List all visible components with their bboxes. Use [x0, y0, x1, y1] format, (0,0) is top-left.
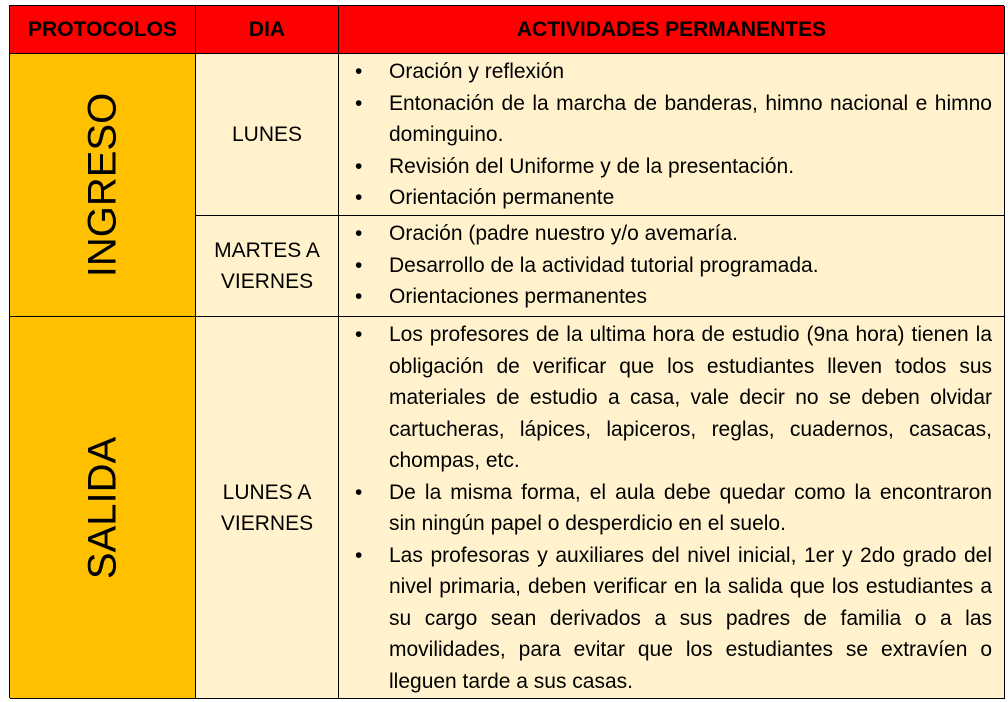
list-item: • Oración y reflexión — [349, 56, 992, 88]
bullet-icon: • — [355, 186, 363, 209]
protocol-salida-label: SALIDA — [80, 436, 124, 579]
bullet-icon: • — [355, 253, 363, 277]
list-item: • Orientación permanente — [349, 182, 992, 214]
bullet-icon: • — [355, 60, 363, 83]
protocols-table — [9, 5, 1004, 698]
header-dia: DIA — [196, 6, 339, 54]
list-item: • Entonación de la marcha de banderas, himno nacional e himno dominguino. — [349, 88, 992, 151]
day-lunes-viernes-cell: LUNES A VIERNES — [196, 317, 339, 699]
activities-salida-cell — [339, 317, 1005, 699]
list-item: • Las profesoras y auxiliares del nivel inicial, 1er y 2do grado del nivel primaria, deben verificar en la salida que los estudiantes a su cargo sean derivados a sus padres de familia o a las movilidades, para evitar que los estudiantes se extravíen o lleguen tarde a sus casas. — [349, 540, 992, 698]
bullet-icon: • — [355, 480, 363, 504]
bullet-icon: • — [355, 222, 363, 245]
day-lunes-cell: LUNES — [196, 54, 339, 216]
list-item: • De la misma forma, el aula debe quedar como la encontraron sin ningún papel o desperdicio en el suelo. — [349, 477, 992, 540]
activities-list — [349, 319, 992, 697]
day-martes-viernes-cell: MARTES A VIERNES — [196, 216, 339, 317]
bullet-icon: • — [355, 543, 363, 567]
header-actividades: ACTIVIDADES PERMANENTES — [339, 6, 1005, 54]
list-item: • Desarrollo de la actividad tutorial programada. — [349, 250, 992, 282]
bullet-icon: • — [355, 285, 363, 308]
header-protocolos: PROTOCOLOS — [10, 6, 196, 54]
activities-martes-viernes-cell — [339, 216, 1005, 317]
bullet-icon: • — [355, 91, 363, 115]
bullet-icon: • — [355, 154, 363, 178]
bullet-icon: • — [355, 323, 363, 346]
list-item: • Revisión del Uniforme y de la presentación. — [349, 151, 992, 183]
list-item: • Orientaciones permanentes — [349, 281, 992, 313]
list-item: • Los profesores de la ultima hora de estudio (9na hora) tienen la obligación de verificar que los estudiantes lleven todos sus materiales de estudio a casa, vale decir no se deben olvidar cartucheras, lápices, lapiceros, reglas, cuadernos, casacas, chompas, etc. — [349, 319, 992, 477]
protocol-ingreso-label: INGRESO — [80, 92, 124, 278]
list-item: • Oración (padre nuestro y/o avemaría. — [349, 218, 992, 250]
protocol-ingreso-cell — [10, 54, 196, 317]
activities-list — [349, 56, 992, 214]
protocol-salida-cell — [10, 317, 196, 699]
activities-list — [349, 218, 992, 313]
activities-lunes-cell — [339, 54, 1005, 216]
